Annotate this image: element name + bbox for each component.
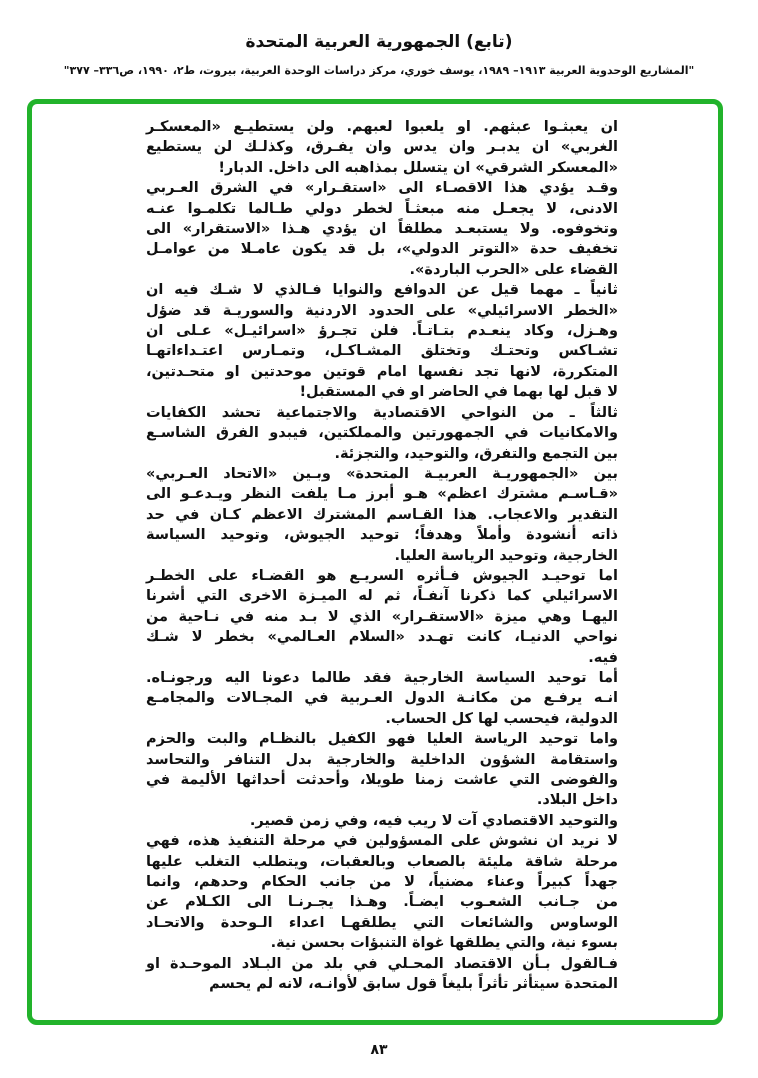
text-line: والفوضى التي عاشت زمنا طويلا، وأحدثت أحداثها الأليمة في — [146, 772, 618, 788]
text-line: فيه. — [588, 649, 618, 666]
text-line: الدولية، فيحسب لها كل الحساب. — [385, 710, 618, 727]
text-line: نواحي الدنيـا، كانت تهـدد «السلام العـالمي» بخطر لا شـك — [146, 629, 618, 646]
text-line: «قـاسـم مشترك اعظم» هـو أبرز مـا يلفت النظر ويـدعـو الى — [146, 486, 618, 503]
text-line: الادنى، لا يجعـل منه مبعثـاً لخطر دولي طـالما تكلمـوا عنـه — [146, 200, 618, 217]
text-line: المتحدة سيتأثر تأثراً بليغاً قول سابق لأوانـه، لانه لم يحسم — [209, 976, 618, 993]
paragraph — [146, 668, 618, 729]
text-line: داخل البلاد. — [536, 792, 618, 809]
text-line: بين التجمع والتفرق، والتوحيد، والتجزئة. — [334, 445, 618, 462]
text-line: بسوء نية، والتي يطلقها غواة التنبؤات بحسن نية. — [270, 935, 618, 952]
text-line: اما توحيـد الجيوش فـأثره السريـع هو القضـاء على الخطـر — [146, 567, 618, 584]
text-line: الاسرائيلي كما ذكرنا آنفـاً، ثم له الميـزة الاخرى التي أشرنا — [146, 588, 618, 605]
text-line: والتوحيد الاقتصادي آت لا ريب فيه، وفي زمن قصير. — [249, 812, 618, 829]
paragraph — [146, 811, 618, 831]
body-text — [146, 117, 618, 994]
paragraph — [146, 831, 618, 953]
text-line: ثانياً ـ مهما قيل عن الدوافع والنوايا فـالذي لا شـك فيه ان — [146, 282, 618, 299]
text-line: ان يعبثـوا عبثهم. او يلعبوا لعبهم. ولن يستطيـع «المعسكـر — [146, 119, 618, 135]
text-line: التقدير والاعجاب. هذا القـاسم المشترك الاعظم كـان في حد — [146, 506, 618, 523]
text-line: بين «الجمهوريـة العربيـة المتحدة» وبـين «الاتحاد العـربي» — [146, 465, 618, 482]
text-line: الغربي» ان يدبـر وان يدس وان يفـرق، وكذلـك لن يستطيع — [146, 139, 618, 156]
text-line: واما توحيد الرياسة العليا فهو الكفيل بالنظـام والبت والحزم — [146, 731, 618, 748]
paragraph — [146, 117, 618, 178]
text-line: واستقامة الشؤون الداخلية والخارجية بدل التنافر والتحاسد — [146, 751, 618, 768]
text-line: والامكانيات في الجمهورتين والمملكتين، فيبدو الفرق الشاسـع — [146, 425, 618, 442]
text-line: فـالقول بـأن الاقتصاد المحـلي في بلد من البـلاد الموحـدة او — [146, 955, 618, 972]
page-header-title: (تابع) الجمهورية العربية المتحدة — [245, 32, 513, 52]
text-line: القضاء على «الحرب الباردة». — [409, 261, 618, 278]
paragraph — [146, 464, 618, 566]
text-line: لا قبل لها بهما في الحاضر او في المستقبل! — [299, 384, 618, 401]
text-line: وتخوفوه. ولا يستبعـد مطلقاً ان يؤدي هـذا «الاستقرار» الى — [146, 221, 618, 238]
text-line: الخارجية، وتوحيد الرياسة العليا. — [394, 547, 618, 564]
text-line: تخفيف حدة «التوتر الدولي»، بل قد يكون عامـلا من عوامـل — [146, 241, 618, 258]
source-citation: "المشاريع الوحدوية العربية ١٩١٣– ١٩٨٩، يوسف خوري، مركز دراسات الوحدة العربية، بيروت، ط٢، ١٩٩٠، ص٣٣٦– ٣٧٧" — [63, 64, 695, 77]
text-line: اليهـا وهي ميزة «الاستقـرار» الذي لا بـد منه في نـاحية من — [146, 608, 618, 625]
paragraph — [146, 566, 618, 668]
text-line: تشـاكس وتحتـك وتختلق المشـاكـل، وتمـارس اعتـداءاتهـا — [146, 343, 618, 360]
text-line: لا نريد ان نشوش على المسؤولين في مرحلة التنفيذ هذه، فهي — [146, 833, 618, 850]
text-line: أما توحيد السياسة الخارجية فقد طالما دعونا اليه ورجونـاه. — [146, 669, 618, 686]
text-line: «الخطر الاسرائيلي» على الحدود الاردنية والسوريـة قد ضؤل — [146, 302, 618, 319]
text-line: المتكررة، لانها تجد نفسها امام قوتين موحدتين او متحـدتين، — [146, 363, 618, 380]
text-line: من جـانب الشعـوب ايضـاً. وهـذا يجـرنـا الى الكـلام عن — [146, 894, 618, 911]
page-number: ٨٣ — [370, 1042, 388, 1058]
text-line: جهداً كبيراً وعناء مضنياً، لا من جانب الحكام وحدهم، وانما — [146, 874, 618, 891]
paragraph — [146, 178, 618, 280]
text-line: مرحلة شاقة مليئة بالصعاب وبالعقبات، ويتطلب التغلب عليها — [146, 853, 618, 870]
paragraph — [146, 954, 618, 995]
paragraph — [146, 403, 618, 464]
text-line: ذاته أنشودة وأملاً وهدفاً؛ توحيد الجيوش، وتوحيد السياسة — [146, 527, 618, 544]
paragraph — [146, 280, 618, 402]
green-border-frame — [27, 99, 723, 1025]
text-line: «المعسكر الشرقي» ان يتسلل بمذاهبه الى داخل. الدبار! — [218, 159, 618, 176]
paragraph — [146, 729, 618, 811]
text-line: انـه يرفـع من مكانـة الدول العـربية في المجـالات والمجامـع — [146, 690, 618, 707]
text-line: الوساوس والشائعات التي يطلقهـا اعداء الـوحدة والاتحـاد — [146, 914, 618, 931]
text-line: وقـد يؤدي هذا الاقصـاء الى «استقـرار» في الشرق العـربي — [146, 180, 618, 197]
text-line: ثالثاً ـ من النواحي الاقتصادية والاجتماعية تحشد الكفايات — [146, 404, 618, 421]
text-line: وهـزل، وكاد ينعـدم بتـاتـاً. فلن تجـرؤ «اسرائيـل» عـلى ان — [146, 323, 618, 340]
